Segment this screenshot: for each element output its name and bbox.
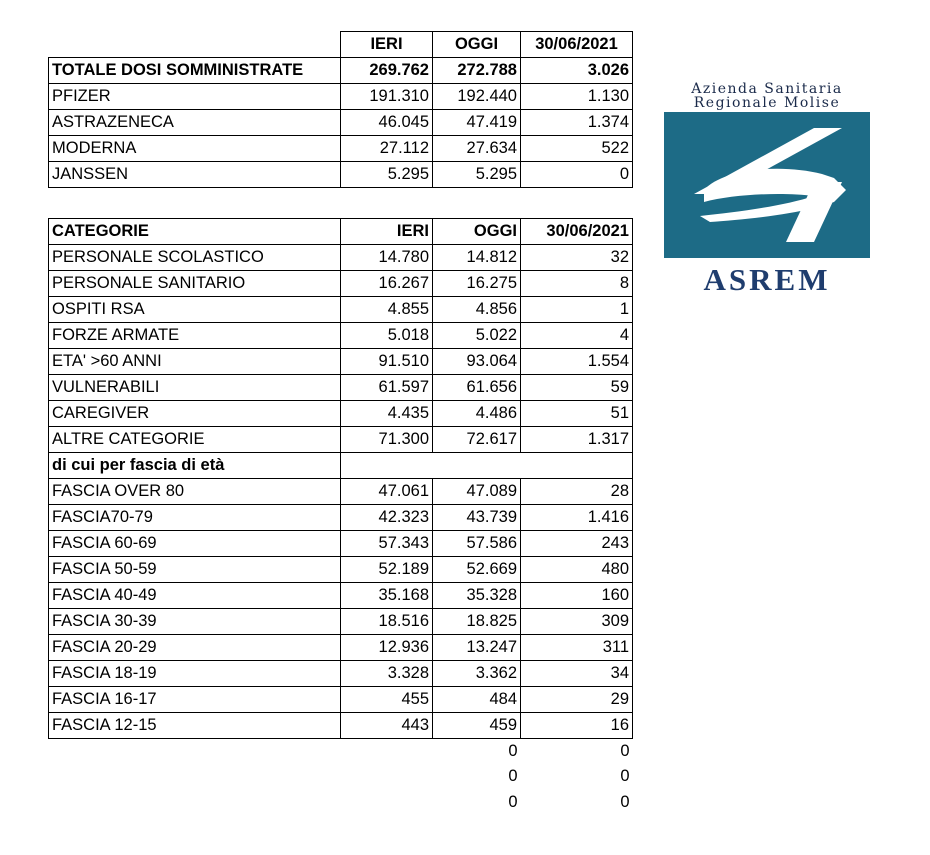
- table-cell: 1.416: [521, 505, 633, 531]
- categories-table: [48, 218, 633, 815]
- table-cell: 18.825: [433, 609, 521, 635]
- table-cell: [49, 790, 341, 816]
- table-cell: 71.300: [341, 427, 433, 453]
- asrem-logo: [664, 82, 870, 298]
- table-cell: CAREGIVER: [49, 401, 341, 427]
- table-cell: 30/06/2021: [521, 32, 633, 58]
- table-cell: [341, 739, 433, 765]
- empty-cell: [341, 453, 633, 479]
- table-cell: ETA' >60 ANNI: [49, 349, 341, 375]
- table-cell: 4.855: [341, 297, 433, 323]
- table-cell: 29: [521, 687, 633, 713]
- table-cell: FASCIA 12-15: [49, 713, 341, 739]
- table-row: [49, 136, 633, 162]
- table-cell: MODERNA: [49, 136, 341, 162]
- table-row: [49, 323, 633, 349]
- table-cell: 91.510: [341, 349, 433, 375]
- trailing-row: [49, 790, 633, 816]
- table-cell: [49, 32, 341, 58]
- table-cell: 14.812: [433, 245, 521, 271]
- table-cell: 47.419: [433, 110, 521, 136]
- table-cell: FASCIA 40-49: [49, 583, 341, 609]
- table-cell: FASCIA 20-29: [49, 635, 341, 661]
- table-cell: 192.440: [433, 84, 521, 110]
- table-cell: 34: [521, 661, 633, 687]
- table-cell: FASCIA 18-19: [49, 661, 341, 687]
- logo-emblem: [664, 112, 870, 258]
- table-cell: 35.328: [433, 583, 521, 609]
- table-cell: 455: [341, 687, 433, 713]
- table-cell: [341, 764, 433, 790]
- table-row: [49, 297, 633, 323]
- table-row: [49, 635, 633, 661]
- table-cell: FASCIA 30-39: [49, 609, 341, 635]
- table-cell: 16.267: [341, 271, 433, 297]
- table-cell: CATEGORIE: [49, 219, 341, 245]
- age-group-subheader: di cui per fascia di età: [49, 453, 341, 479]
- table-cell: 160: [521, 583, 633, 609]
- table-cell: 42.323: [341, 505, 433, 531]
- table-cell: TOTALE DOSI SOMMINISTRATE: [49, 58, 341, 84]
- table-cell: 52.189: [341, 557, 433, 583]
- table-cell: 3.328: [341, 661, 433, 687]
- table-row: [49, 401, 633, 427]
- table-cell: 14.780: [341, 245, 433, 271]
- table-cell: 18.516: [341, 609, 433, 635]
- table-cell: 51: [521, 401, 633, 427]
- table-cell: 16: [521, 713, 633, 739]
- table-cell: 1.374: [521, 110, 633, 136]
- table-row: [49, 661, 633, 687]
- table-cell: [341, 790, 433, 816]
- table-cell: 4.856: [433, 297, 521, 323]
- table-cell: 57.343: [341, 531, 433, 557]
- table-cell: 52.669: [433, 557, 521, 583]
- table-row: [49, 557, 633, 583]
- table-cell: 13.247: [433, 635, 521, 661]
- table-cell: 0: [521, 162, 633, 188]
- table-row: [49, 58, 633, 84]
- table-cell: 459: [433, 713, 521, 739]
- table-cell: 43.739: [433, 505, 521, 531]
- table-cell: [49, 764, 341, 790]
- table-cell: 0: [620, 792, 630, 811]
- table-cell: 1.554: [521, 349, 633, 375]
- table-cell: OSPITI RSA: [49, 297, 341, 323]
- table-cell: ASTRAZENECA: [49, 110, 341, 136]
- table-cell: 1.130: [521, 84, 633, 110]
- table-cell: FASCIA 60-69: [49, 531, 341, 557]
- trailing-row: [49, 764, 633, 790]
- table-cell: 27.634: [433, 136, 521, 162]
- table-cell: 27.112: [341, 136, 433, 162]
- table-row: [49, 583, 633, 609]
- table-cell: 8: [521, 271, 633, 297]
- table-cell: FASCIA 50-59: [49, 557, 341, 583]
- table-cell: 47.061: [341, 479, 433, 505]
- table-cell: 4: [521, 323, 633, 349]
- table-cell: 59: [521, 375, 633, 401]
- table-row: [49, 687, 633, 713]
- table-cell: OGGI: [433, 32, 521, 58]
- table-row: [49, 427, 633, 453]
- table-cell: 32: [521, 245, 633, 271]
- table-cell: 311: [521, 635, 633, 661]
- table-cell: [49, 739, 341, 765]
- table-cell: 0: [508, 767, 518, 786]
- table-cell: 5.018: [341, 323, 433, 349]
- table-row: [49, 84, 633, 110]
- table-cell: 4.486: [433, 401, 521, 427]
- trailing-row: [49, 739, 633, 765]
- table-cell: JANSSEN: [49, 162, 341, 188]
- table-cell: 480: [521, 557, 633, 583]
- table-cell: FORZE ARMATE: [49, 323, 341, 349]
- table-row: [49, 245, 633, 271]
- table-cell: 93.064: [433, 349, 521, 375]
- table-cell: 57.586: [433, 531, 521, 557]
- table-cell: 1: [521, 297, 633, 323]
- table-row: [49, 271, 633, 297]
- table-cell: 35.168: [341, 583, 433, 609]
- table-cell: PFIZER: [49, 84, 341, 110]
- asrem-emblem-icon: [664, 112, 870, 258]
- table-cell: 0: [508, 742, 518, 761]
- table-cell: 191.310: [341, 84, 433, 110]
- table-cell: 5.295: [433, 162, 521, 188]
- logo-line-2: Regionale Molise: [693, 95, 841, 111]
- table-cell: 46.045: [341, 110, 433, 136]
- table-cell: OGGI: [433, 219, 521, 245]
- table-cell: 61.597: [341, 375, 433, 401]
- table-row: [49, 375, 633, 401]
- table-cell: 47.089: [433, 479, 521, 505]
- table-row: [49, 349, 633, 375]
- table-cell: 0: [508, 792, 518, 811]
- table-cell: PERSONALE SANITARIO: [49, 271, 341, 297]
- table-row: [49, 531, 633, 557]
- table-cell: 522: [521, 136, 633, 162]
- table-cell: IERI: [341, 219, 433, 245]
- table-row: [49, 505, 633, 531]
- table-row: [49, 162, 633, 188]
- table-cell: 16.275: [433, 271, 521, 297]
- table-header-row: [49, 219, 633, 245]
- logo-line-1: Azienda Sanitaria: [691, 81, 843, 97]
- table-cell: 243: [521, 531, 633, 557]
- table-cell: 309: [521, 609, 633, 635]
- age-group-subheader-row: [49, 453, 633, 479]
- table-cell: VULNERABILI: [49, 375, 341, 401]
- table-cell: 0: [620, 742, 630, 761]
- table-cell: 61.656: [433, 375, 521, 401]
- table-cell: PERSONALE SCOLASTICO: [49, 245, 341, 271]
- table-cell: 3.026: [521, 58, 633, 84]
- table-cell: 269.762: [341, 58, 433, 84]
- logo-name: ASREM: [703, 262, 831, 297]
- table-row: [49, 110, 633, 136]
- table-cell: 0: [620, 767, 630, 786]
- table-cell: 443: [341, 713, 433, 739]
- table-row: [49, 713, 633, 739]
- table-cell: 28: [521, 479, 633, 505]
- table-cell: FASCIA70-79: [49, 505, 341, 531]
- table-cell: ALTRE CATEGORIE: [49, 427, 341, 453]
- table-cell: 12.936: [341, 635, 433, 661]
- table-cell: FASCIA 16-17: [49, 687, 341, 713]
- table-cell: 272.788: [433, 58, 521, 84]
- table-cell: 1.317: [521, 427, 633, 453]
- table-cell: 5.022: [433, 323, 521, 349]
- doses-table: [48, 31, 633, 188]
- table-cell: FASCIA OVER 80: [49, 479, 341, 505]
- table-cell: 30/06/2021: [521, 219, 633, 245]
- table-row: [49, 479, 633, 505]
- table-row: [49, 609, 633, 635]
- table-cell: 5.295: [341, 162, 433, 188]
- table-cell: 3.362: [433, 661, 521, 687]
- table-cell: 72.617: [433, 427, 521, 453]
- table-cell: IERI: [341, 32, 433, 58]
- table-cell: 484: [433, 687, 521, 713]
- table-cell: 4.435: [341, 401, 433, 427]
- table-header-row: [49, 32, 633, 58]
